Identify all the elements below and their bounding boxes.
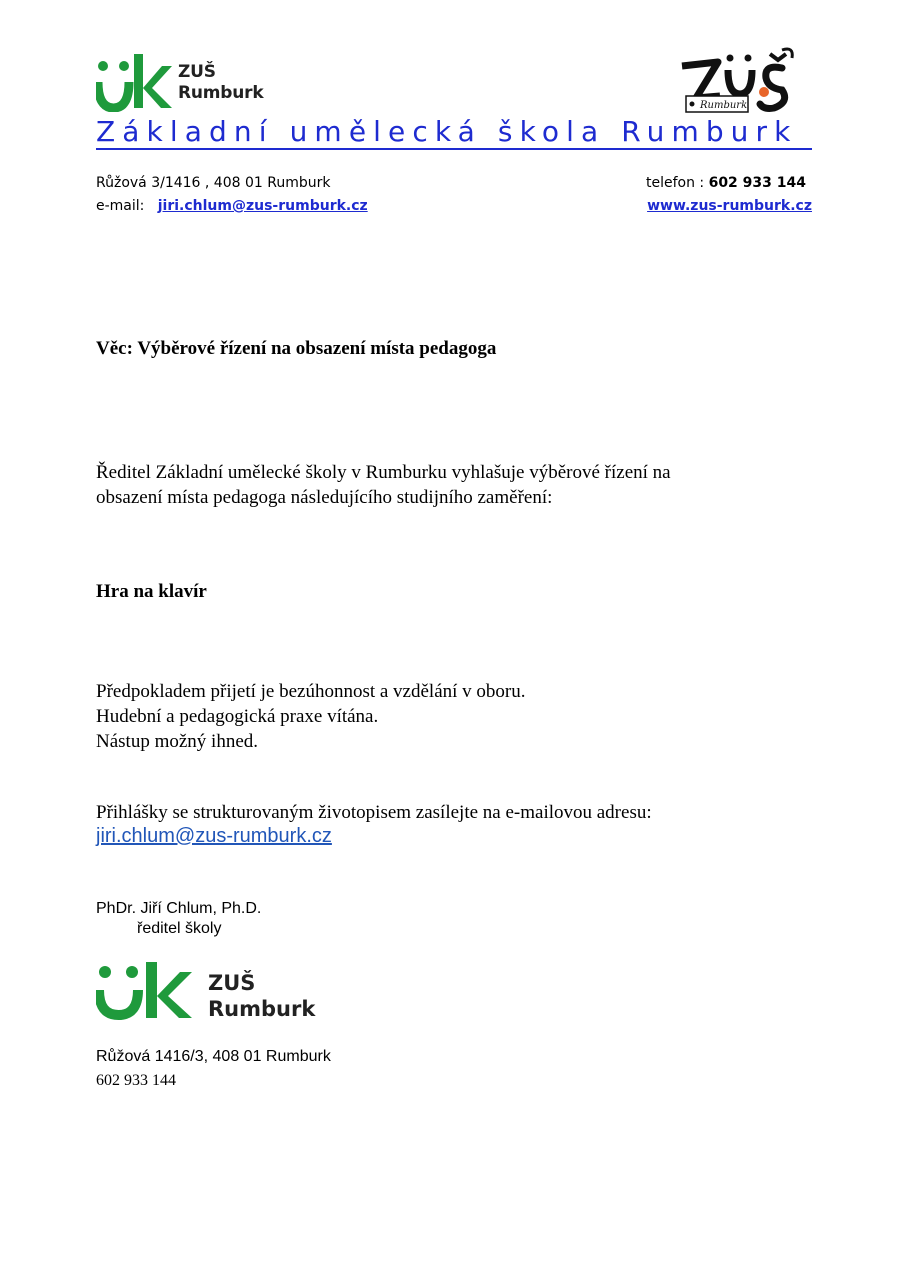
school-address: Růžová 3/1416 , 408 01 Rumburk xyxy=(96,175,331,191)
hand-logo-caption: Rumburk xyxy=(700,100,748,111)
signature-logo xyxy=(96,960,336,1024)
email-row xyxy=(96,197,368,215)
logo-line-rumburk: Rumburk xyxy=(208,997,316,1021)
intro-line: Ředitel Základní umělecké školy v Rumburku vyhlašuje výběrové řízení na xyxy=(96,462,671,483)
footer-phone: 602 933 144 xyxy=(96,1072,176,1089)
application-email-link[interactable]: jiri.chlum@zus-rumburk.cz xyxy=(96,825,332,847)
zus-logo-mark-icon xyxy=(96,960,196,1020)
phone-label: telefon : xyxy=(645,175,705,191)
footer-address: Růžová 1416/3, 408 01 Rumburk xyxy=(96,1048,331,1065)
signer-name: PhDr. Jiří Chlum, Ph.D. xyxy=(96,900,262,917)
requirements-block xyxy=(96,679,526,754)
phone-number: 602 933 144 xyxy=(708,175,806,191)
zus-logo-mark-icon xyxy=(96,52,172,112)
requirement-line: Hudební a pedagogická praxe vítána. xyxy=(96,706,379,727)
phone-row xyxy=(646,174,806,192)
letter-intro xyxy=(96,460,816,510)
hand-drawn-logo-icon xyxy=(678,46,798,118)
email-label: e-mail: xyxy=(96,198,145,214)
website-link[interactable]: www.zus-rumburk.cz xyxy=(647,198,812,214)
logo-line-zus: ZUŠ xyxy=(208,971,256,995)
logo-line-rumburk: Rumburk xyxy=(178,83,264,103)
school-name-title: Základní umělecká škola Rumburk xyxy=(96,115,798,148)
school-logo xyxy=(96,52,276,114)
title-underline xyxy=(96,148,812,150)
logo-line-zus: ZUŠ xyxy=(178,62,216,82)
header-email-link[interactable]: jiri.chlum@zus-rumburk.cz xyxy=(157,198,368,214)
discipline-heading: Hra na klavír xyxy=(96,581,207,602)
application-instructions: Přihlášky se strukturovaným životopisem zasílejte na e-mailovou adresu: xyxy=(96,802,652,823)
logo-wordmark xyxy=(178,62,263,104)
requirement-line: Předpokladem přijetí je bezúhonnost a vzdělání v oboru. xyxy=(96,681,526,702)
logo-wordmark xyxy=(208,970,315,1022)
website-row xyxy=(647,197,812,215)
signer-role: ředitel školy xyxy=(137,920,222,937)
intro-line: obsazení místa pedagoga následujícího studijního zaměření: xyxy=(96,487,553,508)
requirement-line: Nástup možný ihned. xyxy=(96,731,259,752)
letter-subject: Věc: Výběrové řízení na obsazení místa pedagoga xyxy=(96,338,497,359)
hand-drawn-zus-logo xyxy=(678,46,798,118)
